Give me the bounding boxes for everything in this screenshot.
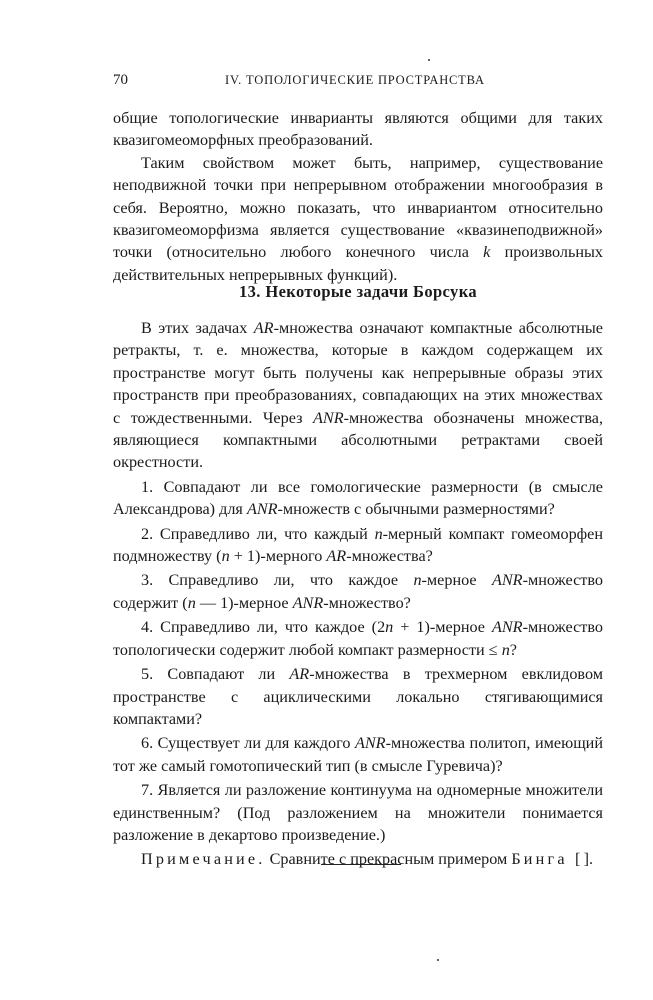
print-speck: [437, 959, 439, 961]
note-reference: Бинга [: [511, 850, 584, 869]
problem-1: 1. Совпадают ли все гомологические размерности (в смысле Александрова) для ANR-множеств с обычными размерностями?: [113, 477, 603, 519]
section-intro: В этих задачах AR-множества означают компактные абсолютные ретракты, т. е. множества, которые в каждом содержащем их пространстве могут быть получены как непрерывные образы этих пространств при преобразованиях, совпадающих на этих множествах с тождественными. Через ANR-множества обозначены множества, являющиеся компактными абсолютными ретрактами своей окрестности.: [113, 319, 603, 472]
print-speck: [428, 59, 430, 61]
problem-6: 6. Существует ли для каждого ANR-множества политоп, имеющий тот же самый гомотопический тип (в смысле Гуревича)?: [113, 734, 603, 775]
problem-7: 7. Является ли разложение континуума на одномерные множители единственным? (Под разложением на множители понимается разложение в декартово произведение.): [113, 781, 603, 844]
paragraph-continued: общие топологические инварианты являются общими для таких квазигомеоморфных преобразований.: [113, 109, 603, 150]
note-end: ].: [583, 850, 594, 869]
intro-text: [113, 107, 603, 286]
note-text: Сравните с прекрасным примером: [269, 850, 508, 869]
section-title: 13. Некоторые задачи Борсука: [238, 282, 478, 301]
problem-4: 4. Справедливо ли, что каждое (2n + 1)-мерное ANR-множество топологически содержит любой компакт размерности ≤ n?: [113, 618, 603, 659]
section-end-rule: [321, 864, 401, 865]
problem-5: 5. Совпадают ли AR-множества в трехмерном евклидовом пространстве с ациклическими локально стягивающимися компактами?: [113, 665, 603, 728]
problem-3: 3. Справедливо ли, что каждое n-мерное ANR-множество содержит (n — 1)-мерное ANR-множество?: [113, 571, 603, 612]
note: [113, 848, 603, 870]
page-header: [113, 72, 603, 92]
page-number: 70: [113, 72, 128, 88]
running-title: IV. ТОПОЛОГИЧЕСКИЕ ПРОСТРАНСТВА: [225, 73, 485, 87]
paragraph-invariant: Таким свойством может быть, например, существование неподвижной точки при непрерывном отображении многообразия в себя. Вероятно, можно показать, что инвариантом относительно квазигомеоморфизма является существование «квазинеподвижной» точки (относительно любого конечного числа k произвольных действительных непрерывных функций).: [113, 153, 604, 284]
note-label: Примечание.: [141, 850, 266, 869]
problem-2: 2. Справедливо ли, что каждый n-мерный компакт гомеоморфен подмножеству (n + 1)-мерного AR-множества?: [113, 524, 603, 566]
section-body: [113, 317, 603, 871]
